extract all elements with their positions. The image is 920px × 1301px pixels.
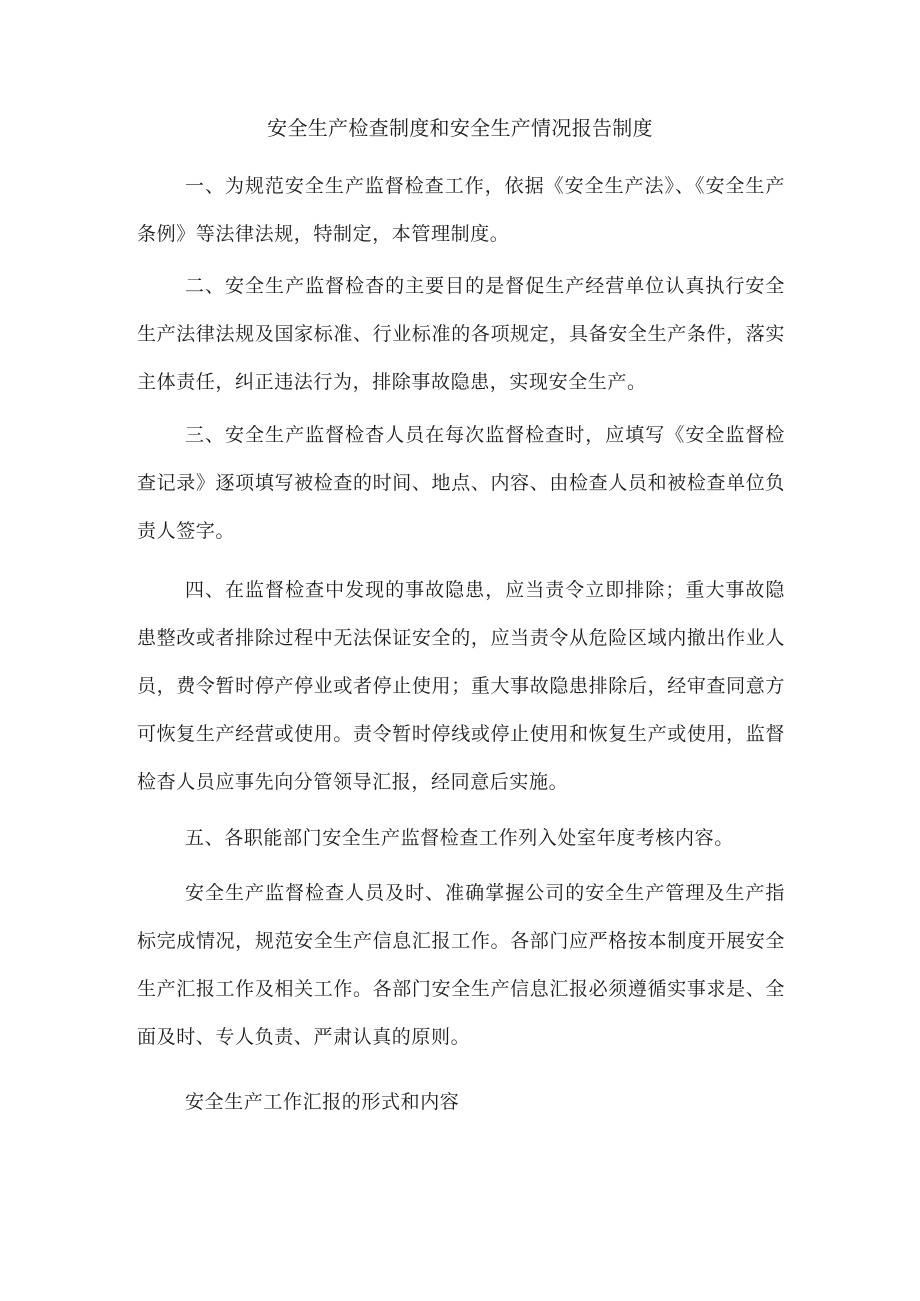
- paragraph-4: 四、在监督检查中发现的事故隐患，应当责令立即排除；重大事故隐患整改或者排除过程中无法保证安全的，应当责令从危险区域内撤出作业人员，费令暂时停产停业或者停止使用；重大事故隐患排除后，经审查同意方可恢复生产经营或使用。责令暂时停线或停止使用和恢复生产或使用，监督检杳人员应事先向分管领导汇报，经同意后实施。: [137, 579, 785, 793]
- paragraph-5: 五、各职能部门安全生产监督检查工作列入处室年度考核内容。: [185, 827, 734, 849]
- paragraph-3: 三、安全生产监督检杳人员在每次监督检查时，应填写《安全监督检查记录》逐项填写被检查的时间、地点、内容、由检查人员和被检查单位负责人签字。: [137, 424, 785, 542]
- section-heading: 安全生产工作汇报的形式和内容: [185, 1091, 460, 1113]
- paragraph-2: 二、安全生产监督检杳的主要目的是督促生产经营单位认真执行安全生产法律法规及国家标准、行业标准的各项规定，具备安全生产条件，落实主体责任，纠正违法行为，排除事故隐患，实现安全生产。: [137, 275, 785, 393]
- paragraph-6: 安全生产监督检查人员及时、准确掌握公司的安全生产管理及生产指标完成情况，规范安全生产信息汇报工作。各部门应严格按本制度开展安全生产汇报工作及相关工作。各部门安全生产信息汇报必须遵循实事求是、全面及时、专人负责、严肃认真的原则。: [137, 882, 785, 1048]
- paragraph-1: 一、为规范安全生产监督检查工作，依据《安全生产法》、《安全生产条例》等法律法规，特制定，本管理制度。: [137, 175, 785, 245]
- document-title: 安全生产检查制度和安全生产情况报告制度: [267, 116, 653, 140]
